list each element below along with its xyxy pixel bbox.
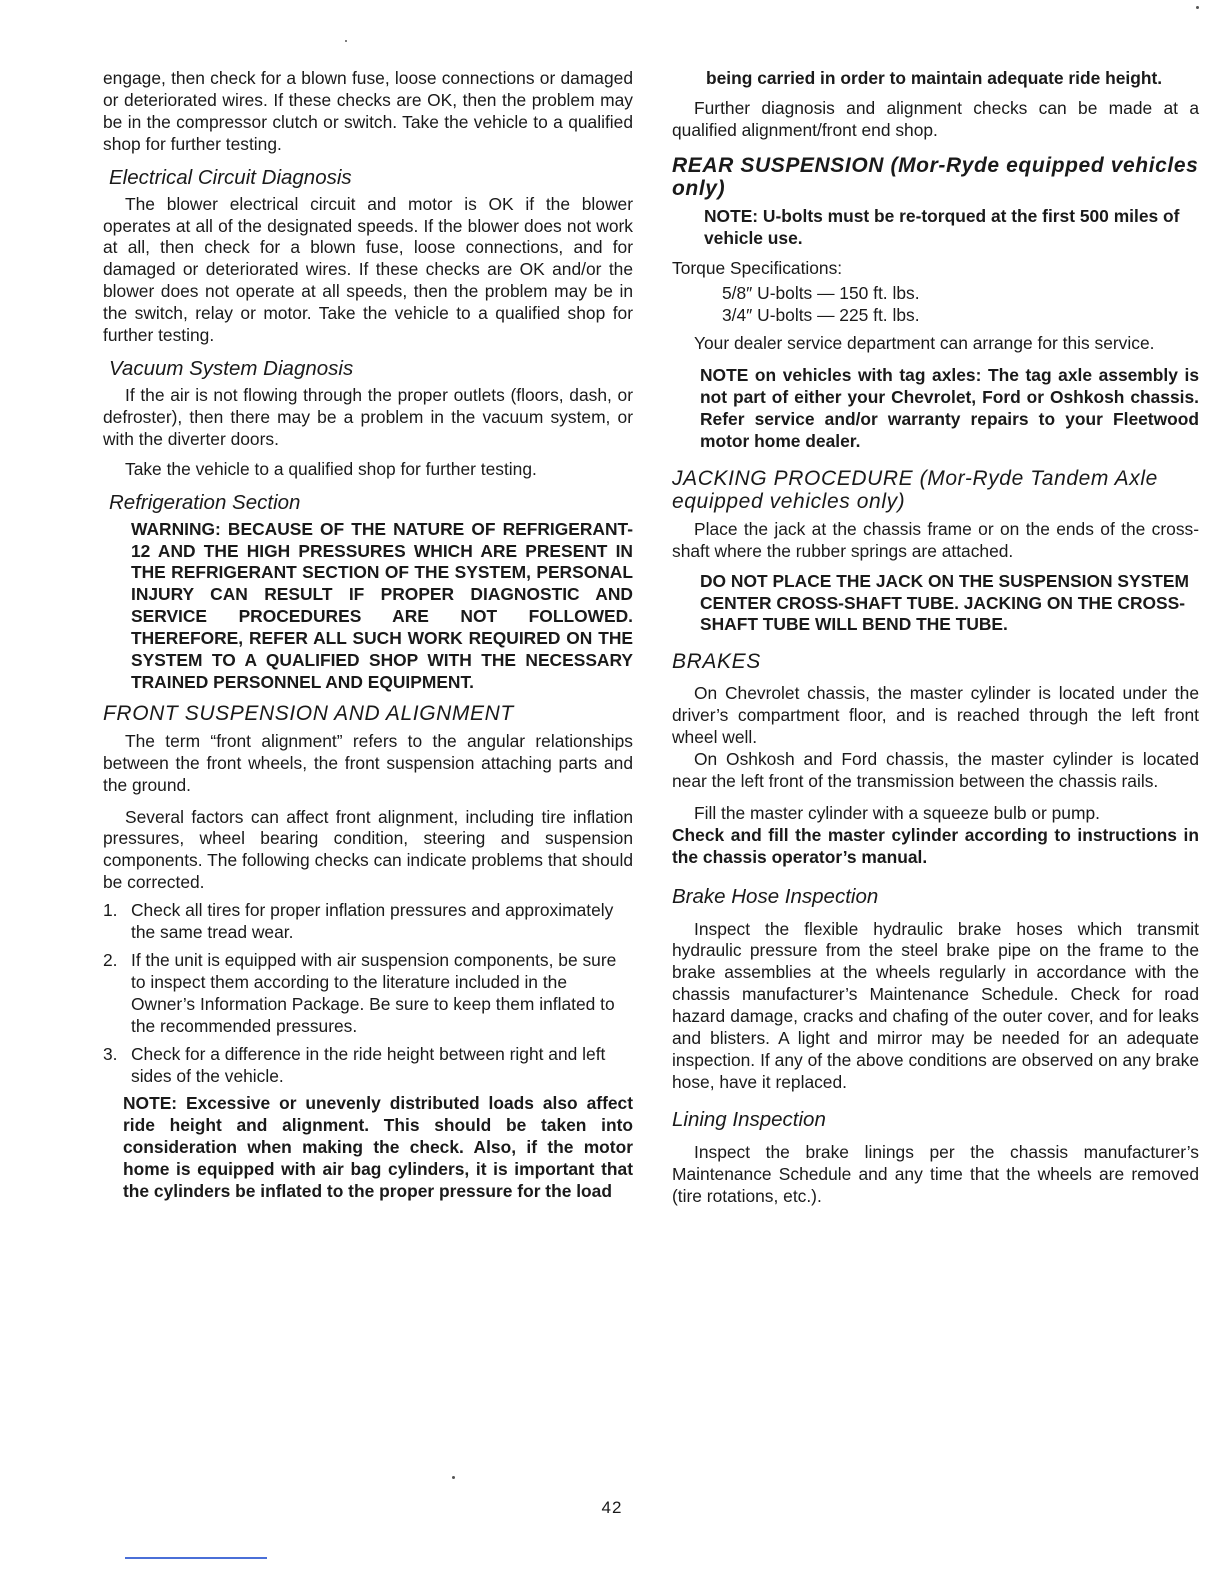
list-item-text: Check all tires for proper inflation pressures and approximately the same tread wear. [131, 900, 614, 943]
torque-spec-5-8: 5/8″ U-bolts — 150 ft. lbs. [722, 283, 920, 304]
lining-paragraph: Inspect the brake linings per the chassis manufacturer’s Maintenance Schedule and any time that the wheels are removed (tire rotations, etc.). [672, 1141, 1199, 1206]
heading-refrigeration-section: Refrigeration Section [109, 490, 301, 514]
heading-front-suspension-alignment: FRONT SUSPENSION AND ALIGNMENT [103, 701, 514, 725]
scan-speck [1196, 6, 1199, 9]
list-item [103, 950, 633, 1038]
torque-spec-3-4: 3/4″ U-bolts — 225 ft. lbs. [722, 305, 920, 326]
right-column [672, 68, 1199, 1208]
scan-speck [345, 40, 347, 42]
brakes-paragraph-3: Fill the master cylinder with a squeeze bulb or pump. [694, 802, 1100, 823]
electrical-paragraph: The blower electrical circuit and motor is OK if the blower operates at all of the designated speeds. If the blower does not work at all, then check for a blown fuse, loose connections, and for damaged or deteriorated wires. If these checks are OK and/or the blower does not operate at all speeds, then the problem may be in the switch, relay or motor. Take the vehicle to a qualified shop for further testing. [103, 193, 633, 346]
vacuum-paragraph-2: Take the vehicle to a qualified shop for further testing. [125, 458, 537, 479]
brakes-paragraph-1: On Chevrolet chassis, the master cylinder is located under the driver’s compartment floor, and is reached through the left front wheel well. [672, 683, 1199, 748]
front-paragraph-1: The term “front alignment” refers to the angular relationships between the front wheels, the front suspension attaching parts and the ground. [103, 730, 633, 795]
torque-specifications-label: Torque Specifications: [672, 257, 843, 278]
bottom-rule [125, 1557, 267, 1559]
further-diagnosis-paragraph: Further diagnosis and alignment checks can be made at a qualified alignment/front end shop. [672, 97, 1199, 140]
brakes-paragraph-4: Check and fill the master cylinder according to instructions in the chassis operator’s manual. [672, 824, 1199, 867]
jacking-warning: DO NOT PLACE THE JACK ON THE SUSPENSION SYSTEM CENTER CROSS-SHAFT TUBE. JACKING ON THE CROSS-SHAFT TUBE WILL BEND THE TUBE. [700, 570, 1189, 635]
list-item [103, 900, 633, 944]
heading-vacuum-system-diagnosis: Vacuum System Diagnosis [109, 356, 354, 380]
heading-electrical-circuit-diagnosis: Electrical Circuit Diagnosis [109, 165, 352, 189]
front-paragraph-2: Several factors can affect front alignment, including tire inflation pressures, wheel bearing condition, steering and suspension components. The following checks can indicate problems that should be corrected. [103, 806, 633, 893]
list-item-number: 2. [103, 950, 118, 970]
vacuum-paragraph-1: If the air is not flowing through the proper outlets (floors, dash, or defroster), then there may be a problem in the vacuum system, or with the diverter doors. [103, 384, 633, 449]
intro-paragraph: engage, then check for a blown fuse, loose connections or damaged or deteriorated wires. If these checks are OK, then the problem may be in the compressor clutch or switch. Take the vehicle to a qualified shop for further testing. [103, 68, 633, 154]
heading-jacking-procedure: JACKING PROCEDURE (Mor-Ryde Tandem Axle equipped vehicles only) [672, 466, 1158, 513]
heading-brake-hose-inspection: Brake Hose Inspection [672, 884, 879, 908]
note-tag-axles: NOTE on vehicles with tag axles: The tag axle assembly is not part of either your Chevrolet, Ford or Oshkosh chassis. Refer service and/or warranty repairs to your Fleetwood motor home dealer. [700, 365, 1199, 451]
heading-rear-suspension: REAR SUSPENSION (Mor-Ryde equipped vehicles only) [672, 153, 1199, 200]
list-item [103, 1044, 633, 1088]
heading-lining-inspection: Lining Inspection [672, 1107, 826, 1131]
dealer-service-paragraph: Your dealer service department can arrange for this service. [694, 333, 1155, 354]
check-list [103, 900, 633, 1087]
list-item-number: 1. [103, 900, 118, 921]
heading-brakes: BRAKES [672, 650, 761, 674]
refrigeration-warning: WARNING: BECAUSE OF THE NATURE OF REFRIGERANT-12 AND THE HIGH PRESSURES WHICH ARE PRESENT IN THE REFRIGERANT SECTION OF THE SYSTEM, PERSONAL INJURY CAN RESULT IF PROPER DIAGNOSTIC AND SERVICE PROCEDURES ARE NOT FOLLOWED. THEREFORE, REFER ALL SUCH WORK REQUIRED ON THE SYSTEM TO A QUALIFIED SHOP WITH THE NECESSARY TRAINED PERSONNEL AND EQUIPMENT. [131, 518, 633, 692]
note-loads-continued: being carried in order to maintain adequate ride height. [706, 68, 1163, 88]
brakes-paragraph-2: On Oshkosh and Ford chassis, the master cylinder is located near the left front of the transmission between the chassis rails. [672, 749, 1199, 791]
scan-speck [452, 1476, 455, 1479]
list-item-text: If the unit is equipped with air suspension components, be sure to inspect them according to the literature included in the Owner’s Information Package. Be sure to keep them inflated to the recommended pressures. [131, 950, 617, 1036]
page-number: 42 [601, 1498, 623, 1517]
jacking-paragraph: Place the jack at the chassis frame or on the ends of the cross-shaft where the rubber springs are attached. [672, 518, 1199, 561]
list-item-number: 3. [103, 1043, 118, 1064]
left-column [103, 68, 633, 1203]
list-item-text: Check for a difference in the ride height between right and left sides of the vehicle. [131, 1043, 606, 1086]
note-loads: NOTE: Excessive or unevenly distributed loads also affect ride height and alignment. This should be taken into consideration when making the check. Also, if the motor home is equipped with air bag cylinders, it is important that the cylinders be inflated to the proper pressure for the load [123, 1093, 633, 1202]
brake-hose-paragraph: Inspect the flexible hydraulic brake hoses which transmit hydraulic pressure from the steel brake pipe on the frame to the brake assemblies at the wheels regularly in accordance with the chassis manufacturer’s Maintenance Schedule. Check for road hazard damage, cracks and chafing of the outer cover, and for leaks and blisters. A light and mirror may be needed for an adequate inspection. If any of the above conditions are observed on any brake hose, have it replaced. [672, 918, 1199, 1092]
note-ubolts: NOTE: U-bolts must be re-torqued at the first 500 miles of vehicle use. [704, 205, 1180, 248]
